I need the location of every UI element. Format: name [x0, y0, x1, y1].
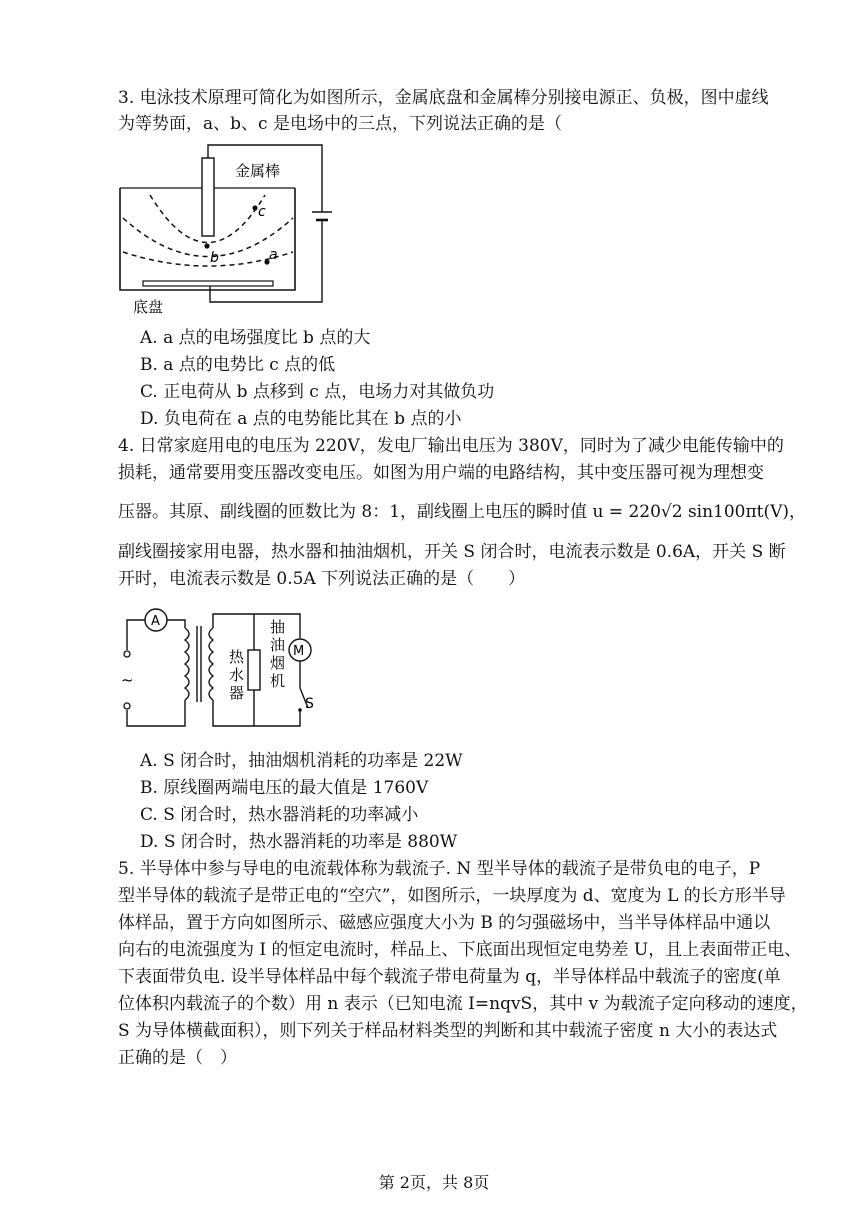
point-b-label: b [210, 250, 219, 266]
q5-stem-line6: 位体积内载流子的个数）用 n 表示（已知电流 I=nqvS，其中 v 为载流子定向移动的速度， [118, 994, 808, 1014]
point-c-label: c [258, 204, 266, 220]
hood-label-3: 烟 [270, 654, 286, 672]
q4-stem-line5: 开时，电流表示数是 0.5A 下列说法正确的是（ ） [118, 569, 526, 589]
q3-option-b: B. a 点的电势比 c 点的低 [140, 355, 336, 375]
q4-transformer-circuit [115, 598, 345, 740]
hood-label-4: 机 [270, 672, 286, 690]
q5-stem-line1: 5. 半导体中参与导电的电流载体称为载流子. N 型半导体的载流子是带负电的电子，P [118, 859, 761, 879]
q5-stem-line5: 下表面带负电. 设半导体样品中每个载流子带电荷量为 q，半导体样品中载流子的密度(单 [118, 967, 781, 987]
switch-label: S [305, 696, 314, 712]
point-a-label: a [269, 247, 278, 263]
q4-stem-line1: 4. 日常家庭用电的电压为 220V，发电厂输出电压为 380V，同时为了减少电能传输中的 [118, 436, 784, 456]
q4-option-d: D. S 闭合时，热水器消耗的功率是 880W [140, 832, 458, 852]
ammeter-label: A [151, 614, 160, 629]
q4-option-c: C. S 闭合时，热水器消耗的功率减小 [140, 805, 419, 825]
q3-option-c: C. 正电荷从 b 点移到 c 点，电场力对其做负功 [140, 382, 495, 402]
q3-stem-line2: 为等势面，a、b、c 是电场中的三点，下列说法正确的是（ [118, 114, 562, 134]
q5-stem-line7: S 为导体横截面积），则下列关于样品材料类型的判断和其中载流子密度 n 大小的表达式 [118, 1021, 778, 1041]
heater-label-3: 器 [229, 684, 245, 702]
q4-option-a: A. S 闭合时，抽油烟机消耗的功率是 22W [140, 751, 463, 771]
q4-stem-line4: 副线圈接家用电器，热水器和抽油烟机，开关 S 闭合时，电流表示数是 0.6A，开关 S 断 [118, 542, 786, 562]
hood-label-2: 油 [270, 636, 286, 654]
q5-stem-line4: 向右的电流强度为 I 的恒定电流时，样品上、下底面出现恒定电势差 U，且上表面带正电、 [118, 940, 802, 960]
q5-stem-line2: 型半导体的载流子是带正电的“空穴”，如图所示，一块厚度为 d、宽度为 L 的长方形半导 [118, 886, 786, 906]
rod-label: 金属棒 [235, 162, 281, 180]
ac-source-symbol: ~ [121, 671, 134, 689]
q4-option-b: B. 原线圈两端电压的最大值是 1760V [140, 778, 429, 798]
q5-stem-line3: 体样品，置于方向如图所示、磁感应强度大小为 B 的匀强磁场中，当半导体样品中通以 [118, 913, 771, 933]
heater-label-2: 水 [229, 666, 245, 684]
q3-option-a: A. a 点的电场强度比 b 点的大 [140, 328, 371, 348]
page-footer: 第 2页，共 8页 [378, 1173, 490, 1192]
q3-stem-line1: 3. 电泳技术原理可简化为如图所示，金属底盘和金属棒分别接电源正、负极，图中虚线 [118, 88, 769, 108]
plate-label: 底盘 [133, 298, 164, 316]
q3-electrophoresis-diagram [115, 140, 335, 320]
q4-stem-line3: 压器。其原、副线圈的匝数比为 8：1，副线圈上电压的瞬时值 u = 220√2 sin100πt(V)， [118, 502, 807, 522]
heater-label-1: 热 [229, 648, 245, 666]
hood-label-1: 抽 [270, 618, 286, 636]
q4-stem-line2: 损耗，通常要用变压器改变电压。如图为用户端的电路结构，其中变压器可视为理想变 [118, 463, 764, 483]
q5-stem-line8: 正确的是（ ） [118, 1048, 237, 1068]
motor-label: M [293, 644, 305, 659]
q3-option-d: D. 负电荷在 a 点的电势能比其在 b 点的小 [140, 409, 462, 429]
